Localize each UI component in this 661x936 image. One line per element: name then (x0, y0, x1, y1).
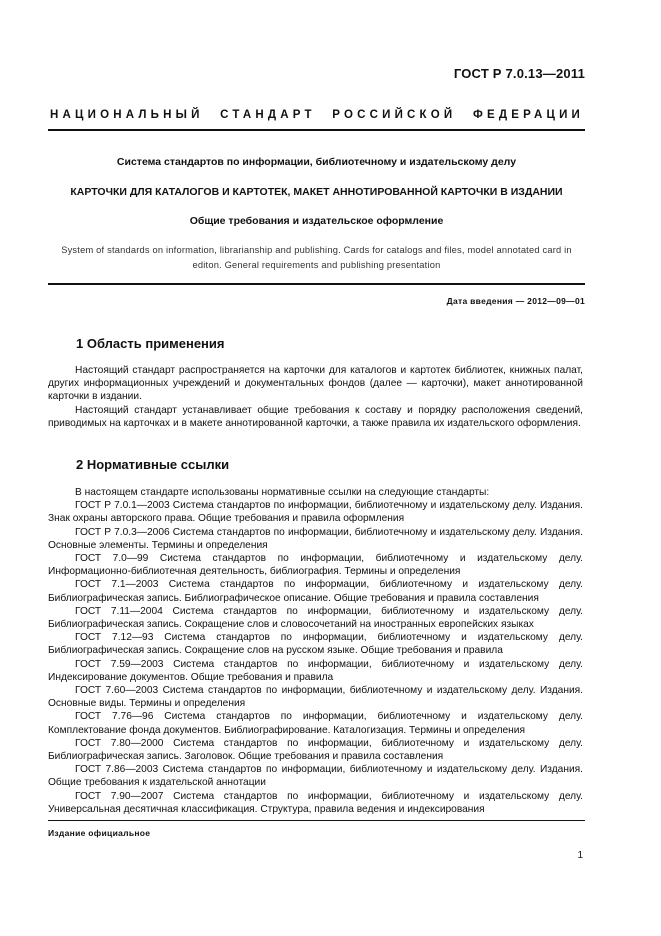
reference-item: ГОСТ 7.80—2000 Система стандартов по информации, библиотечному и издательскому делу. Библиографическая запись. Заголовок. Общие требования и правила составления (48, 737, 583, 763)
reference-item: ГОСТ 7.0—99 Система стандартов по информации, библиотечному и издательскому делу. Информационно-библиотечная деятельность, библиография. Термины и определения (48, 553, 583, 578)
document-subtitle: Общие требования и издательское оформление (189, 215, 444, 227)
edition-note: Издание официальное (48, 828, 151, 838)
page-number: 1 (577, 850, 583, 861)
title-divider (48, 283, 585, 285)
reference-item: ГОСТ 7.1—2003 Система стандартов по информации, библиотечному и издательскому делу. Библиографическая запись. Библиографическое описание. Общие требования и правила составления (48, 579, 583, 604)
section-1-body (48, 364, 583, 430)
series-title: Система стандартов по информации, библиотечному и издательскому делу (116, 156, 517, 168)
section-2-body (48, 486, 583, 816)
section-1-heading: 1 Область применения (76, 336, 225, 351)
reference-item: ГОСТ 7.60—2003 Система стандартов по информации, библиотечному и издательскому делу. Издания. Основные виды. Термины и определения (48, 685, 583, 710)
english-title-line: editon. General requirements and publishing presentation (192, 260, 441, 270)
english-title-line: System of standards on information, librarianship and publishing. Cards for catalogs and files, model annotated card in (61, 245, 572, 255)
paragraph: Настоящий стандарт устанавливает общие требования к составу и порядку расположения сведений, приводимых на карточках и в макете аннотированной карточки, а также правила их издательского оформления. (48, 404, 583, 429)
reference-item: ГОСТ 7.12—93 Система стандартов по информации, библиотечному и издательскому делу. Библиографическая запись. Сокращение слов на русском языке. Общие требования и правила (48, 632, 583, 657)
reference-item: ГОСТ 7.86—2003 Система стандартов по информации, библиотечному и издательскому делу. Издания. Общие требования к издательской аннотации (48, 764, 583, 789)
reference-item: ГОСТ Р 7.0.3—2006 Система стандартов по информации, библиотечному и издательскому делу. Издания. Основные элементы. Термины и определения (48, 526, 583, 551)
national-standard-banner (50, 109, 584, 121)
reference-item: ГОСТ 7.76—96 Система стандартов по информации, библиотечному и издательскому делу. Комплектование фонда документов. Библиографирование. Каталогизация. Термины и определения (48, 711, 583, 736)
effective-date: Дата введения — 2012—09—01 (446, 296, 585, 306)
banner-word: СТАНДАРТ (220, 109, 316, 121)
paragraph: Настоящий стандарт распространяется на карточки для каталогов и картотек библиотек, книжных палат, других информационных учреждений и документальных фондов (далее — карточки), макет аннотированной карточки в издании. (48, 365, 583, 403)
document-title: КАРТОЧКИ ДЛЯ КАТАЛОГОВ И КАРТОТЕК, МАКЕТ АННОТИРОВАННОЙ КАРТОЧКИ В ИЗДАНИИ (70, 186, 563, 198)
banner-word: ФЕДЕРАЦИИ (472, 109, 584, 121)
standard-code: ГОСТ Р 7.0.13—2011 (453, 66, 585, 81)
top-divider (48, 129, 585, 131)
banner-word: РОССИЙСКОЙ (332, 109, 457, 121)
footer-divider (48, 820, 585, 821)
english-title (48, 243, 585, 273)
paragraph: В настоящем стандарте использованы нормативные ссылки на следующие стандарты: (75, 487, 490, 498)
reference-item: ГОСТ 7.59—2003 Система стандартов по информации, библиотечному и издательскому делу. Индексирование документов. Общие требования и правила (48, 658, 583, 683)
reference-item: ГОСТ 7.90—2007 Система стандартов по информации, библиотечному и издательскому делу. Универсальная десятичная классификация. Структура, правила ведения и индексирования (48, 790, 583, 815)
reference-item: ГОСТ Р 7.0.1—2003 Система стандартов по информации, библиотечному и издательскому делу. Издания. Знак охраны авторского права. Общие требования и правила оформления (48, 500, 583, 525)
reference-item: ГОСТ 7.11—2004 Система стандартов по информации, библиотечному и издательскому делу. Библиографическая запись. Сокращение слов и словосочетаний на иностранных европейских языках (48, 605, 583, 631)
section-2-heading: 2 Нормативные ссылки (76, 457, 230, 472)
banner-word: НАЦИОНАЛЬНЫЙ (50, 109, 204, 121)
